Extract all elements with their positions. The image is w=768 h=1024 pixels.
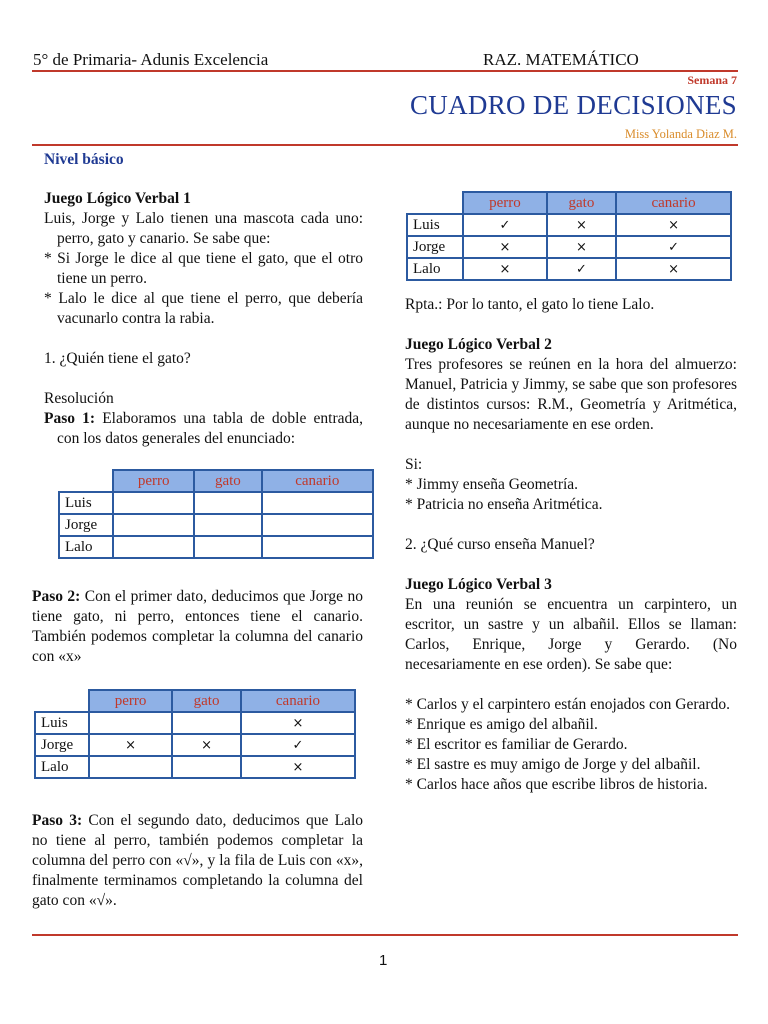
game1-clue2: * Lalo le dice al que tiene el perro, que debería vacunarlo contra la rabia. bbox=[44, 290, 363, 327]
game1-title: Juego Lógico Verbal 1 bbox=[44, 190, 191, 207]
table-corner bbox=[407, 192, 463, 214]
step1-label: Paso 1: bbox=[44, 410, 96, 427]
table-cell bbox=[89, 712, 172, 734]
table-cell bbox=[262, 492, 373, 514]
col-header-perro: perro bbox=[463, 192, 547, 214]
table-cell bbox=[113, 492, 194, 514]
row-name-lalo: Lalo bbox=[407, 258, 463, 280]
table-cell: × bbox=[241, 756, 355, 778]
row-name-luis: Luis bbox=[35, 712, 89, 734]
game3-clue4: * El sastre es muy amigo de Jorge y del albañil. bbox=[405, 756, 701, 773]
step1-paragraph bbox=[44, 409, 363, 449]
table-cell: × bbox=[463, 258, 547, 280]
step2-paragraph bbox=[32, 587, 363, 667]
week-label: Semana 7 bbox=[687, 73, 737, 87]
header-course: 5° de Primaria- Adunis Excelencia bbox=[33, 50, 269, 69]
table-cell bbox=[113, 514, 194, 536]
table-cell: × bbox=[547, 236, 616, 258]
header-subject: RAZ. MATEMÁTICO bbox=[483, 50, 639, 69]
question-1: 1. ¿Quién tiene el gato? bbox=[44, 350, 191, 367]
author-name: Miss Yolanda Diaz M. bbox=[624, 127, 737, 141]
table-cell bbox=[194, 492, 261, 514]
page-number: 1 bbox=[379, 952, 388, 969]
step3-paragraph bbox=[32, 811, 363, 911]
table-cell: ✓ bbox=[616, 236, 731, 258]
question-2: 2. ¿Qué curso enseña Manuel? bbox=[405, 536, 595, 553]
game2-clue2: * Patricia no enseña Aritmética. bbox=[405, 496, 603, 513]
table-cell bbox=[262, 536, 373, 558]
footer-rule bbox=[32, 934, 738, 936]
game2-if: Si: bbox=[405, 456, 423, 473]
table-cell: ✓ bbox=[463, 214, 547, 236]
table-cell bbox=[113, 536, 194, 558]
table-corner bbox=[35, 690, 89, 712]
game3-clue5: * Carlos hace años que escribe libros de historia. bbox=[405, 776, 708, 793]
game2-text: Tres profesores se reúnen en la hora del almuerzo: Manuel, Patricia y Jimmy, se sabe que son profesores de distintos cursos: R.M., Geometría y Aritmética, aunque no necesariamente en ese orden. bbox=[405, 356, 737, 433]
col-header-canario: canario bbox=[616, 192, 731, 214]
title-rule bbox=[32, 144, 738, 146]
step1-text: Elaboramos una tabla de doble entrada, con los datos generales del enunciado: bbox=[57, 410, 363, 447]
row-name-jorge: Jorge bbox=[35, 734, 89, 756]
game1-clue1: * Si Jorge le dice al que tiene el gato, que el otro tiene un perro. bbox=[44, 250, 363, 287]
game3-clue3: * El escritor es familiar de Gerardo. bbox=[405, 736, 628, 753]
step2-label: Paso 2: bbox=[32, 588, 81, 605]
row-name-lalo: Lalo bbox=[59, 536, 113, 558]
col-header-gato: gato bbox=[547, 192, 616, 214]
table-cell bbox=[172, 756, 241, 778]
table-cell: ✓ bbox=[241, 734, 355, 756]
game2-clue1: * Jimmy enseña Geometría. bbox=[405, 476, 579, 493]
resolution-heading: Resolución bbox=[44, 390, 114, 407]
step3-text: Con el segundo dato, deducimos que Lalo no tiene al perro, también podemos completar la columna del perro con «√», y la fila de Luis con «x», finalmente terminamos completando la columna del gato con «√». bbox=[32, 812, 363, 909]
page-title: CUADRO DE DECISIONES bbox=[409, 90, 737, 120]
col-header-perro: perro bbox=[113, 470, 194, 492]
right-column bbox=[405, 295, 737, 795]
header-rule bbox=[32, 70, 738, 72]
step3-label: Paso 3: bbox=[32, 812, 83, 829]
game3-clue2: * Enrique es amigo del albañil. bbox=[405, 716, 598, 733]
table-cell: × bbox=[547, 214, 616, 236]
table-cell bbox=[89, 756, 172, 778]
table-cell: × bbox=[89, 734, 172, 756]
game1-intro: Luis, Jorge y Lalo tienen una mascota cada uno: perro, gato y canario. Se sabe que: bbox=[44, 210, 363, 247]
col-header-canario: canario bbox=[241, 690, 355, 712]
col-header-canario: canario bbox=[262, 470, 373, 492]
game2-title: Juego Lógico Verbal 2 bbox=[405, 336, 552, 353]
col-header-gato: gato bbox=[194, 470, 261, 492]
answer-1: Rpta.: Por lo tanto, el gato lo tiene Lalo. bbox=[405, 296, 655, 313]
decision-table-step2 bbox=[34, 689, 356, 779]
table-cell bbox=[194, 536, 261, 558]
table-cell: × bbox=[241, 712, 355, 734]
table-cell: × bbox=[616, 258, 731, 280]
table-cell: × bbox=[172, 734, 241, 756]
row-name-luis: Luis bbox=[59, 492, 113, 514]
table-cell bbox=[262, 514, 373, 536]
col-header-perro: perro bbox=[89, 690, 172, 712]
game3-clue1: * Carlos y el carpintero están enojados con Gerardo. bbox=[405, 696, 730, 713]
table-cell: × bbox=[616, 214, 731, 236]
decision-table-empty bbox=[58, 469, 374, 559]
table-corner bbox=[59, 470, 113, 492]
col-header-gato: gato bbox=[172, 690, 241, 712]
table-cell: ✓ bbox=[547, 258, 616, 280]
row-name-jorge: Jorge bbox=[407, 236, 463, 258]
step2-text: Con el primer dato, deducimos que Jorge no tiene gato, ni perro, entonces tiene el canario. También podemos completar la columna del canario con «x» bbox=[32, 588, 363, 665]
table-cell bbox=[194, 514, 261, 536]
row-name-jorge: Jorge bbox=[59, 514, 113, 536]
game3-title: Juego Lógico Verbal 3 bbox=[405, 576, 552, 593]
decision-table-solution bbox=[406, 191, 732, 281]
row-name-luis: Luis bbox=[407, 214, 463, 236]
game3-text: En una reunión se encuentra un carpintero, un escritor, un sastre y un albañil. Ellos se llaman: Carlos, Enrique, Jorge y Gerardo. (No necesariamente en ese orden). Se sabe que: bbox=[405, 596, 737, 673]
row-name-lalo: Lalo bbox=[35, 756, 89, 778]
table-cell bbox=[172, 712, 241, 734]
table-cell: × bbox=[463, 236, 547, 258]
level-heading: Nivel básico bbox=[44, 151, 124, 168]
left-column-part1 bbox=[44, 189, 363, 449]
